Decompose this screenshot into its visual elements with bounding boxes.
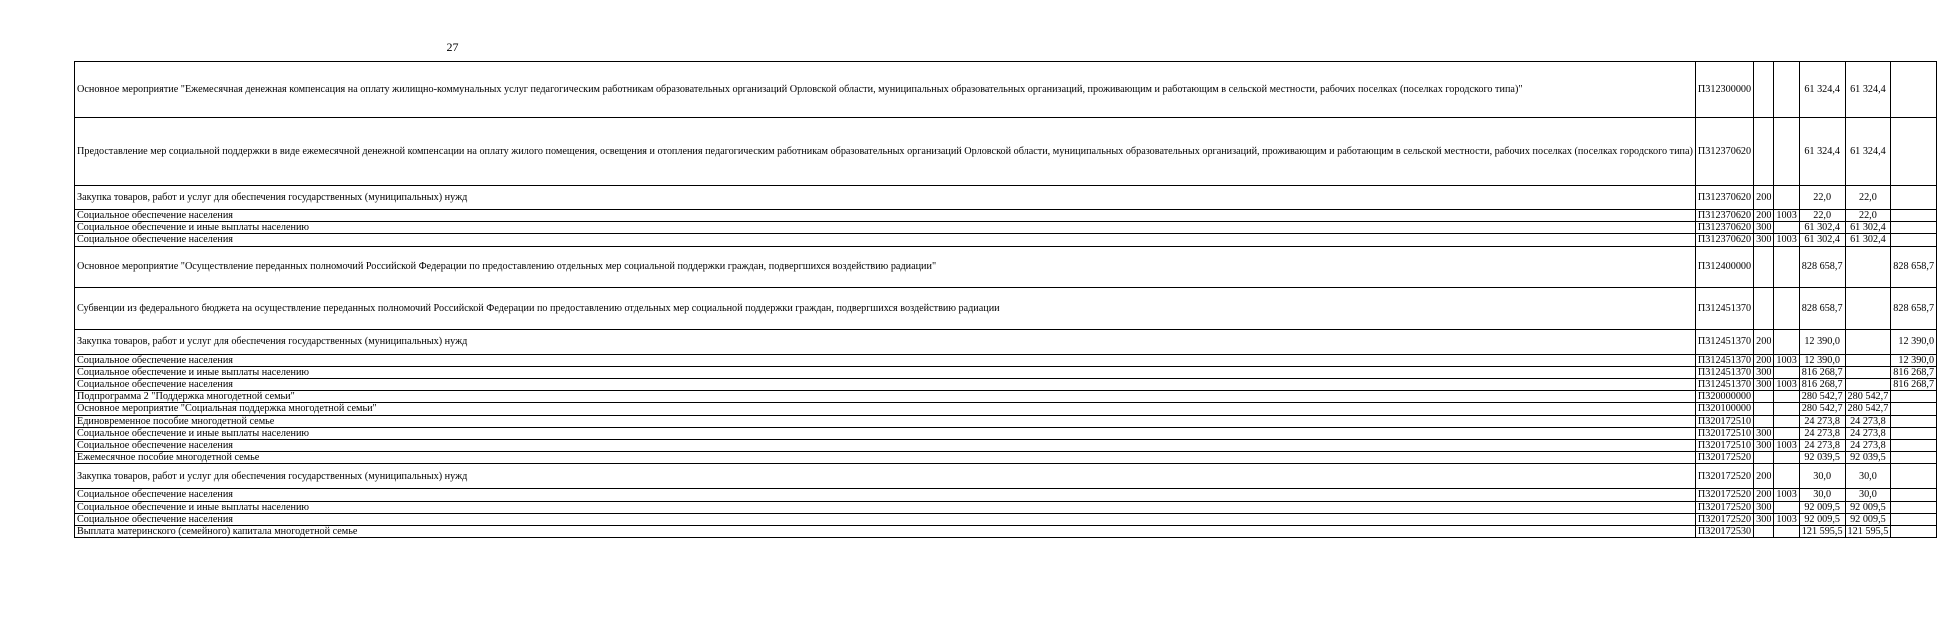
row-name: Основное мероприятие "Ежемесячная денежная компенсация на оплату жилищно-коммунальных услуг педагогическим работникам образовательных организаций Орловской области, муниципальных образовательных организаций, проживающим и работающим в сельской местности, рабочих поселках (поселках городского типа)" bbox=[75, 62, 1696, 118]
row-code: П320172520 bbox=[1695, 452, 1753, 464]
row-sum-regional: 61 324,4 bbox=[1845, 62, 1891, 118]
row-sum-federal: 828 658,7 bbox=[1891, 246, 1937, 287]
row-expense-type: 200 bbox=[1754, 354, 1774, 366]
table-row bbox=[75, 391, 1937, 403]
row-sum-federal bbox=[1891, 62, 1937, 118]
row-section bbox=[1774, 403, 1799, 415]
row-expense-type bbox=[1754, 62, 1774, 118]
row-code: П320000000 bbox=[1695, 391, 1753, 403]
row-sum-federal: 12 390,0 bbox=[1891, 354, 1937, 366]
row-name: Подпрограмма 2 "Поддержка многодетной семьи" bbox=[75, 391, 1696, 403]
row-code: П312370620 bbox=[1695, 118, 1753, 186]
row-sum-federal bbox=[1891, 489, 1937, 501]
row-sum-total: 61 324,4 bbox=[1799, 62, 1845, 118]
row-section bbox=[1774, 186, 1799, 210]
row-expense-type: 300 bbox=[1754, 427, 1774, 439]
row-sum-federal: 828 658,7 bbox=[1891, 287, 1937, 329]
row-expense-type bbox=[1754, 287, 1774, 329]
row-sum-total: 61 302,4 bbox=[1799, 222, 1845, 234]
row-sum-regional bbox=[1845, 354, 1891, 366]
row-section: 1003 bbox=[1774, 489, 1799, 501]
row-sum-total: 61 302,4 bbox=[1799, 234, 1845, 246]
row-expense-type: 200 bbox=[1754, 329, 1774, 354]
row-sum-regional: 280 542,7 bbox=[1845, 403, 1891, 415]
row-sum-federal: 816 268,7 bbox=[1891, 379, 1937, 391]
row-sum-regional: 92 039,5 bbox=[1845, 452, 1891, 464]
table-row bbox=[75, 210, 1937, 222]
row-code: П320172510 bbox=[1695, 427, 1753, 439]
row-name: Основное мероприятие "Осуществление переданных полномочий Российской Федерации по предоставлению отдельных мер социальной поддержки граждан, подвергшихся воздействию радиации" bbox=[75, 246, 1696, 287]
row-section bbox=[1774, 427, 1799, 439]
row-sum-federal bbox=[1891, 427, 1937, 439]
row-name: Социальное обеспечение населения bbox=[75, 513, 1696, 525]
row-sum-federal bbox=[1891, 452, 1937, 464]
row-sum-federal bbox=[1891, 501, 1937, 513]
page-number: 27 bbox=[446, 40, 459, 54]
row-sum-federal bbox=[1891, 526, 1937, 538]
row-code: П320172520 bbox=[1695, 464, 1753, 489]
row-sum-total: 92 009,5 bbox=[1799, 501, 1845, 513]
row-sum-regional bbox=[1845, 379, 1891, 391]
table-row bbox=[75, 513, 1937, 525]
row-code: П320172520 bbox=[1695, 489, 1753, 501]
row-name: Социальное обеспечение и иные выплаты населению bbox=[75, 222, 1696, 234]
row-name: Закупка товаров, работ и услуг для обеспечения государственных (муниципальных) нужд bbox=[75, 186, 1696, 210]
row-section bbox=[1774, 329, 1799, 354]
row-section bbox=[1774, 452, 1799, 464]
table-row bbox=[75, 234, 1937, 246]
row-name: Основное мероприятие "Социальная поддержка многодетной семьи" bbox=[75, 403, 1696, 415]
row-name: Социальное обеспечение и иные выплаты населению bbox=[75, 366, 1696, 378]
row-section bbox=[1774, 287, 1799, 329]
row-name: Субвенции из федерального бюджета на осуществление переданных полномочий Российской Федерации по предоставлению отдельных мер социальной поддержки граждан, подвергшихся воздействию радиации bbox=[75, 287, 1696, 329]
row-sum-regional: 22,0 bbox=[1845, 210, 1891, 222]
table-row bbox=[75, 379, 1937, 391]
budget-table bbox=[74, 61, 1937, 538]
row-sum-total: 828 658,7 bbox=[1799, 246, 1845, 287]
row-sum-federal bbox=[1891, 222, 1937, 234]
row-name: Социальное обеспечение и иные выплаты населению bbox=[75, 501, 1696, 513]
row-sum-federal bbox=[1891, 391, 1937, 403]
row-section: 1003 bbox=[1774, 354, 1799, 366]
row-code: П320172520 bbox=[1695, 501, 1753, 513]
row-section bbox=[1774, 118, 1799, 186]
row-name: Социальное обеспечение и иные выплаты населению bbox=[75, 427, 1696, 439]
row-expense-type: 300 bbox=[1754, 222, 1774, 234]
row-code: П312400000 bbox=[1695, 246, 1753, 287]
row-code: П312451370 bbox=[1695, 354, 1753, 366]
row-section bbox=[1774, 391, 1799, 403]
row-expense-type bbox=[1754, 452, 1774, 464]
row-sum-regional bbox=[1845, 246, 1891, 287]
row-sum-regional: 22,0 bbox=[1845, 186, 1891, 210]
row-section bbox=[1774, 246, 1799, 287]
row-sum-total: 816 268,7 bbox=[1799, 366, 1845, 378]
table-row bbox=[75, 222, 1937, 234]
row-expense-type: 300 bbox=[1754, 379, 1774, 391]
row-name: Выплата материнского (семейного) капитала многодетной семье bbox=[75, 526, 1696, 538]
row-sum-total: 12 390,0 bbox=[1799, 354, 1845, 366]
row-sum-regional: 92 009,5 bbox=[1845, 501, 1891, 513]
row-sum-federal bbox=[1891, 118, 1937, 186]
row-code: П312300000 bbox=[1695, 62, 1753, 118]
row-expense-type bbox=[1754, 391, 1774, 403]
row-sum-federal bbox=[1891, 415, 1937, 427]
row-sum-total: 816 268,7 bbox=[1799, 379, 1845, 391]
row-name: Социальное обеспечение населения bbox=[75, 354, 1696, 366]
row-name: Ежемесячное пособие многодетной семье bbox=[75, 452, 1696, 464]
row-section bbox=[1774, 464, 1799, 489]
row-sum-total: 828 658,7 bbox=[1799, 287, 1845, 329]
row-expense-type: 300 bbox=[1754, 440, 1774, 452]
table-row bbox=[75, 415, 1937, 427]
row-sum-regional: 30,0 bbox=[1845, 489, 1891, 501]
row-code: П320172520 bbox=[1695, 513, 1753, 525]
row-sum-regional: 24 273,8 bbox=[1845, 440, 1891, 452]
row-sum-regional: 121 595,5 bbox=[1845, 526, 1891, 538]
row-section bbox=[1774, 366, 1799, 378]
row-expense-type: 300 bbox=[1754, 234, 1774, 246]
row-expense-type: 300 bbox=[1754, 513, 1774, 525]
row-sum-federal bbox=[1891, 513, 1937, 525]
row-expense-type: 300 bbox=[1754, 501, 1774, 513]
table-row bbox=[75, 329, 1937, 354]
row-section: 1003 bbox=[1774, 379, 1799, 391]
row-expense-type: 300 bbox=[1754, 366, 1774, 378]
row-name: Закупка товаров, работ и услуг для обеспечения государственных (муниципальных) нужд bbox=[75, 329, 1696, 354]
row-code: П312451370 bbox=[1695, 366, 1753, 378]
row-sum-total: 280 542,7 bbox=[1799, 391, 1845, 403]
row-section bbox=[1774, 526, 1799, 538]
row-sum-federal bbox=[1891, 234, 1937, 246]
table-row bbox=[75, 246, 1937, 287]
row-code: П320172530 bbox=[1695, 526, 1753, 538]
row-expense-type bbox=[1754, 403, 1774, 415]
row-section bbox=[1774, 62, 1799, 118]
row-sum-total: 12 390,0 bbox=[1799, 329, 1845, 354]
table-row bbox=[75, 366, 1937, 378]
row-sum-total: 22,0 bbox=[1799, 186, 1845, 210]
row-sum-regional: 30,0 bbox=[1845, 464, 1891, 489]
row-section bbox=[1774, 415, 1799, 427]
row-sum-regional bbox=[1845, 366, 1891, 378]
table-row bbox=[75, 427, 1937, 439]
table-row bbox=[75, 118, 1937, 186]
row-name: Социальное обеспечение населения bbox=[75, 379, 1696, 391]
row-sum-total: 30,0 bbox=[1799, 489, 1845, 501]
table-row bbox=[75, 440, 1937, 452]
table-row bbox=[75, 186, 1937, 210]
table-row bbox=[75, 403, 1937, 415]
row-sum-regional: 61 302,4 bbox=[1845, 222, 1891, 234]
row-section: 1003 bbox=[1774, 234, 1799, 246]
row-sum-regional: 61 302,4 bbox=[1845, 234, 1891, 246]
row-section bbox=[1774, 222, 1799, 234]
table-row bbox=[75, 287, 1937, 329]
row-name: Социальное обеспечение населения bbox=[75, 210, 1696, 222]
row-sum-total: 24 273,8 bbox=[1799, 415, 1845, 427]
row-code: П312370620 bbox=[1695, 210, 1753, 222]
row-expense-type: 200 bbox=[1754, 464, 1774, 489]
row-sum-regional: 24 273,8 bbox=[1845, 415, 1891, 427]
row-code: П312451370 bbox=[1695, 379, 1753, 391]
row-expense-type bbox=[1754, 118, 1774, 186]
row-name: Социальное обеспечение населения bbox=[75, 440, 1696, 452]
row-sum-regional: 280 542,7 bbox=[1845, 391, 1891, 403]
row-sum-total: 92 009,5 bbox=[1799, 513, 1845, 525]
row-name: Закупка товаров, работ и услуг для обеспечения государственных (муниципальных) нужд bbox=[75, 464, 1696, 489]
row-sum-total: 121 595,5 bbox=[1799, 526, 1845, 538]
row-expense-type bbox=[1754, 526, 1774, 538]
table-row bbox=[75, 464, 1937, 489]
row-sum-total: 24 273,8 bbox=[1799, 440, 1845, 452]
row-sum-total: 92 039,5 bbox=[1799, 452, 1845, 464]
table-row bbox=[75, 62, 1937, 118]
row-expense-type bbox=[1754, 246, 1774, 287]
row-sum-federal bbox=[1891, 210, 1937, 222]
row-sum-federal bbox=[1891, 440, 1937, 452]
row-sum-regional bbox=[1845, 287, 1891, 329]
row-code: П312370620 bbox=[1695, 234, 1753, 246]
row-expense-type: 200 bbox=[1754, 489, 1774, 501]
row-section: 1003 bbox=[1774, 440, 1799, 452]
row-expense-type bbox=[1754, 415, 1774, 427]
row-sum-federal bbox=[1891, 403, 1937, 415]
row-code: П320172510 bbox=[1695, 440, 1753, 452]
row-sum-total: 24 273,8 bbox=[1799, 427, 1845, 439]
row-code: П312370620 bbox=[1695, 222, 1753, 234]
table-row bbox=[75, 452, 1937, 464]
budget-table-body bbox=[75, 62, 1937, 538]
row-code: П312451370 bbox=[1695, 329, 1753, 354]
row-code: П320100000 bbox=[1695, 403, 1753, 415]
table-row bbox=[75, 501, 1937, 513]
row-sum-total: 280 542,7 bbox=[1799, 403, 1845, 415]
table-row bbox=[75, 354, 1937, 366]
row-sum-total: 30,0 bbox=[1799, 464, 1845, 489]
row-section: 1003 bbox=[1774, 210, 1799, 222]
row-sum-total: 61 324,4 bbox=[1799, 118, 1845, 186]
row-section: 1003 bbox=[1774, 513, 1799, 525]
row-code: П320172510 bbox=[1695, 415, 1753, 427]
table-row bbox=[75, 526, 1937, 538]
row-name: Предоставление мер социальной поддержки в виде ежемесячной денежной компенсации на оплату жилого помещения, освещения и отопления педагогическим работникам образовательных организаций Орловской области, муниципальных образовательных организаций, проживающим и работающим в сельской местности, рабочих поселках (поселках городского типа) bbox=[75, 118, 1696, 186]
row-expense-type: 200 bbox=[1754, 210, 1774, 222]
table-row bbox=[75, 489, 1937, 501]
row-sum-federal: 816 268,7 bbox=[1891, 366, 1937, 378]
row-sum-federal: 12 390,0 bbox=[1891, 329, 1937, 354]
row-section bbox=[1774, 501, 1799, 513]
row-name: Единовременное пособие многодетной семье bbox=[75, 415, 1696, 427]
row-name: Социальное обеспечение населения bbox=[75, 234, 1696, 246]
row-code: П312370620 bbox=[1695, 186, 1753, 210]
row-sum-federal bbox=[1891, 186, 1937, 210]
row-sum-regional: 92 009,5 bbox=[1845, 513, 1891, 525]
row-sum-regional: 24 273,8 bbox=[1845, 427, 1891, 439]
row-sum-regional bbox=[1845, 329, 1891, 354]
row-sum-total: 22,0 bbox=[1799, 210, 1845, 222]
row-sum-federal bbox=[1891, 464, 1937, 489]
row-sum-regional: 61 324,4 bbox=[1845, 118, 1891, 186]
row-name: Социальное обеспечение населения bbox=[75, 489, 1696, 501]
row-code: П312451370 bbox=[1695, 287, 1753, 329]
row-expense-type: 200 bbox=[1754, 186, 1774, 210]
